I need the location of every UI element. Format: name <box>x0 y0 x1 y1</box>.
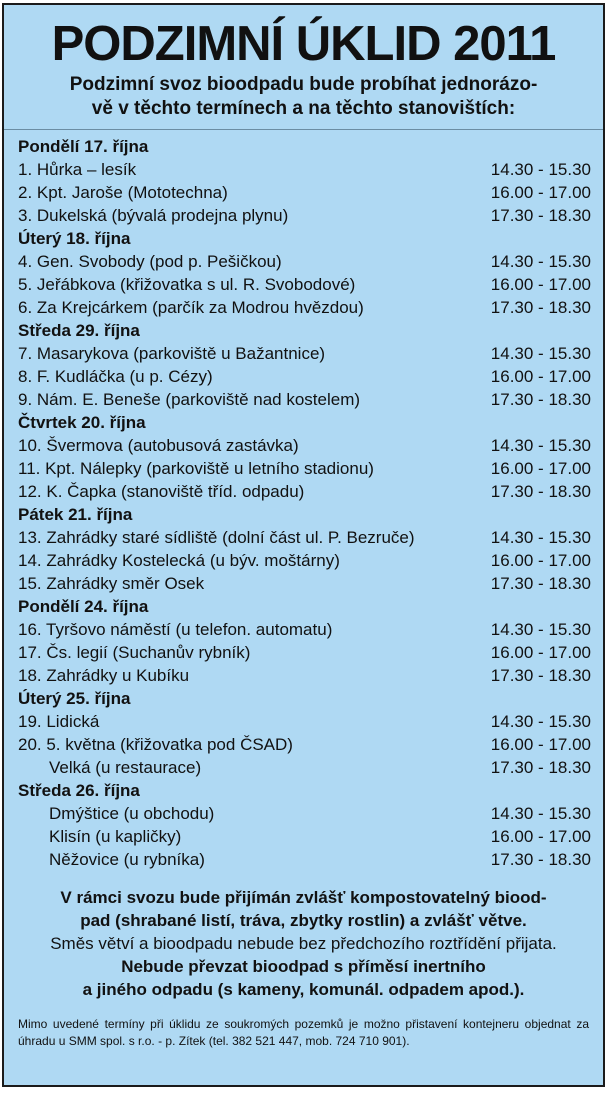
time-range: 16.00 - 17.00 <box>490 275 591 294</box>
time-range: 14.30 - 15.30 <box>490 804 591 823</box>
location-name: 4. Gen. Svobody (pod p. Pešičkou) <box>18 252 282 271</box>
location-name: 20. 5. května (křižovatka pod ČSAD) <box>18 735 293 754</box>
schedule-row <box>18 434 591 457</box>
schedule-row <box>18 342 591 365</box>
location-name: 5. Jeřábkova (křižovatka s ul. R. Svobodové) <box>18 275 356 294</box>
time-range: 16.00 - 17.00 <box>490 551 591 570</box>
schedule-row <box>18 549 591 572</box>
schedule-row <box>18 733 591 756</box>
location-name: Něžovice (u rybníka) <box>49 850 205 869</box>
location-name: 17. Čs. legií (Suchanův rybník) <box>18 643 251 662</box>
notice-poster <box>2 3 605 1087</box>
location-name: 14. Zahrádky Kostelecká (u býv. moštárny) <box>18 551 340 570</box>
day-heading: Středa 26. října <box>18 781 140 800</box>
day-heading: Pondělí 17. října <box>18 137 149 156</box>
intro-line: Podzimní svoz bioodpadu bude probíhat jednorázo- <box>69 74 538 95</box>
time-range: 17.30 - 18.30 <box>490 666 591 685</box>
time-range: 17.30 - 18.30 <box>490 298 591 317</box>
time-range: 17.30 - 18.30 <box>490 390 591 409</box>
location-name: 13. Zahrádky staré sídliště (dolní část ul. P. Bezruče) <box>18 528 415 547</box>
day-heading: Pondělí 24. října <box>18 597 149 616</box>
collection-notes <box>4 886 603 1001</box>
schedule-row <box>18 158 591 181</box>
location-name: 15. Zahrádky směr Osek <box>18 574 205 593</box>
time-range: 17.30 - 18.30 <box>490 206 591 225</box>
schedule-row <box>18 641 591 664</box>
note-line: Směs větví a bioodpadu nebude bez předchozího roztřídění přijata. <box>50 934 557 953</box>
day-heading: Úterý 18. října <box>18 229 131 248</box>
time-range: 16.00 - 17.00 <box>490 183 591 202</box>
schedule-row <box>18 480 591 503</box>
time-range: 17.30 - 18.30 <box>490 758 591 777</box>
location-name: 2. Kpt. Jaroše (Mototechna) <box>18 183 228 202</box>
intro-text <box>4 73 603 121</box>
location-name: Dmýštice (u obchodu) <box>49 804 215 823</box>
schedule-row <box>18 848 591 871</box>
time-range: 14.30 - 15.30 <box>490 712 591 731</box>
location-name: Klisín (u kapličky) <box>49 827 182 846</box>
time-range: 14.30 - 15.30 <box>490 620 591 639</box>
location-name: 16. Tyršovo náměstí (u telefon. automatu) <box>18 620 333 639</box>
time-range: 14.30 - 15.30 <box>490 344 591 363</box>
location-name: 10. Švermova (autobusová zastávka) <box>18 436 299 455</box>
note-line: a jiného odpadu (s kameny, komunál. odpadem apod.). <box>82 980 525 999</box>
day-heading: Středa 29. října <box>18 321 140 340</box>
time-range: 16.00 - 17.00 <box>490 367 591 386</box>
day-heading: Pátek 21. října <box>18 505 133 524</box>
time-range: 17.30 - 18.30 <box>490 574 591 593</box>
schedule-row <box>18 204 591 227</box>
location-name: 8. F. Kudláčka (u p. Cézy) <box>18 367 213 386</box>
location-name: 6. Za Krejcárkem (parčík za Modrou hvězdou) <box>18 298 364 317</box>
time-range: 17.30 - 18.30 <box>490 850 591 869</box>
time-range: 16.00 - 17.00 <box>490 459 591 478</box>
intro-line: vě v těchto termínech a na těchto stanovištích: <box>91 98 516 119</box>
note-line: Nebude převzat bioodpad s příměsí inertního <box>121 957 486 976</box>
time-range: 17.30 - 18.30 <box>490 482 591 501</box>
location-name: 12. K. Čapka (stanoviště tříd. odpadu) <box>18 482 305 501</box>
time-range: 14.30 - 15.30 <box>490 252 591 271</box>
location-name: 1. Hůrka – lesík <box>18 160 137 179</box>
time-range: 14.30 - 15.30 <box>490 528 591 547</box>
schedule-row <box>18 365 591 388</box>
time-range: 14.30 - 15.30 <box>490 436 591 455</box>
footer-contact-note: Mimo uvedené termíny při úklidu ze soukromých pozemků je možno přistavení kontejneru objednat za úhradu u SMM spol. s r.o. - p. Zítek (tel. 382 521 447, mob. 724 710 901). <box>18 1017 589 1048</box>
schedule-row <box>18 296 591 319</box>
schedule-row <box>18 664 591 687</box>
time-range: 16.00 - 17.00 <box>490 643 591 662</box>
note-line: V rámci svozu bude přijímán zvlášť kompostovatelný biood- <box>60 888 547 907</box>
schedule-row <box>18 825 591 848</box>
location-name: 18. Zahrádky u Kubíku <box>18 666 190 685</box>
schedule-row <box>18 572 591 595</box>
day-heading: Čtvrtek 20. října <box>18 413 146 432</box>
day-heading: Úterý 25. října <box>18 689 131 708</box>
location-name: 19. Lidická <box>18 712 100 731</box>
location-name: 9. Nám. E. Beneše (parkoviště nad kostelem) <box>18 390 361 409</box>
divider <box>4 129 603 130</box>
note-line: pad (shrabané listí, tráva, zbytky rostlin) a zvlášť větve. <box>80 911 527 930</box>
schedule-row <box>18 618 591 641</box>
location-name: Velká (u restaurace) <box>49 758 202 777</box>
schedule-row <box>18 273 591 296</box>
collection-schedule <box>4 135 603 871</box>
poster-title: PODZIMNÍ ÚKLID 2011 <box>51 17 556 71</box>
time-range: 16.00 - 17.00 <box>490 827 591 846</box>
schedule-row <box>18 526 591 549</box>
schedule-row <box>18 457 591 480</box>
schedule-row <box>18 710 591 733</box>
schedule-row <box>18 802 591 825</box>
schedule-row <box>18 756 591 779</box>
location-name: 7. Masarykova (parkoviště u Bažantnice) <box>18 344 326 363</box>
time-range: 16.00 - 17.00 <box>490 735 591 754</box>
time-range: 14.30 - 15.30 <box>490 160 591 179</box>
location-name: 3. Dukelská (bývalá prodejna plynu) <box>18 206 289 225</box>
schedule-row <box>18 181 591 204</box>
schedule-row <box>18 250 591 273</box>
schedule-row <box>18 388 591 411</box>
location-name: 11. Kpt. Nálepky (parkoviště u letního stadionu) <box>18 459 374 478</box>
